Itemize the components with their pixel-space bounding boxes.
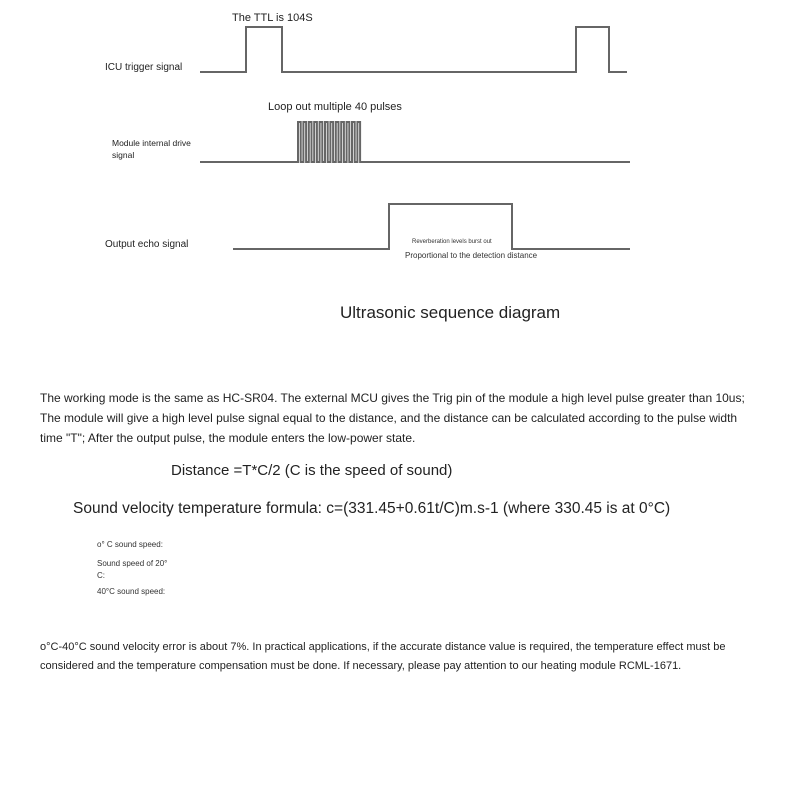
trigger-signal-wave: [200, 27, 627, 72]
reverberation-note: Reverberation levels burst out: [412, 239, 492, 245]
velocity-formula: Sound velocity temperature formula: c=(331.45+0.61t/C)m.s-1 (where 330.45 is at 0°C): [73, 500, 671, 517]
drive-signal-label: Module internal drive signal: [112, 138, 191, 160]
ttl-note: The TTL is 104S: [232, 12, 313, 24]
echo-signal-label: Output echo signal: [105, 239, 189, 250]
speed-0-label: o° C sound speed:: [97, 540, 163, 549]
diagram-caption: Ultrasonic sequence diagram: [340, 303, 561, 322]
distance-formula: Distance =T*C/2 (C is the speed of sound): [171, 462, 453, 479]
error-note-paragraph: o°C-40°C sound velocity error is about 7%. In practical applications, if the accurate distance value is required, the temperature effect must be considered and the temperature compensation must be done. If necessary, please pay attention to our heating module RCML-1671.: [40, 641, 726, 672]
speed-40-label: 40°C sound speed:: [97, 587, 166, 596]
trigger-signal-label: ICU trigger signal: [105, 62, 183, 73]
working-mode-paragraph: The working mode is the same as HC-SR04. The external MCU gives the Trig pin of the module a high level pulse greater than 10us; The module will give a high level pulse signal equal to the distance, and the distance can be calculated according to the pulse width time "T"; After the output pulse, the module enters the low-power state.: [40, 391, 745, 445]
drive-signal-wave: [200, 122, 630, 162]
proportional-note: Proportional to the detection distance: [405, 251, 538, 260]
speed-20-label: Sound speed of 20° C:: [97, 559, 168, 580]
pulses-note: Loop out multiple 40 pulses: [268, 101, 402, 113]
